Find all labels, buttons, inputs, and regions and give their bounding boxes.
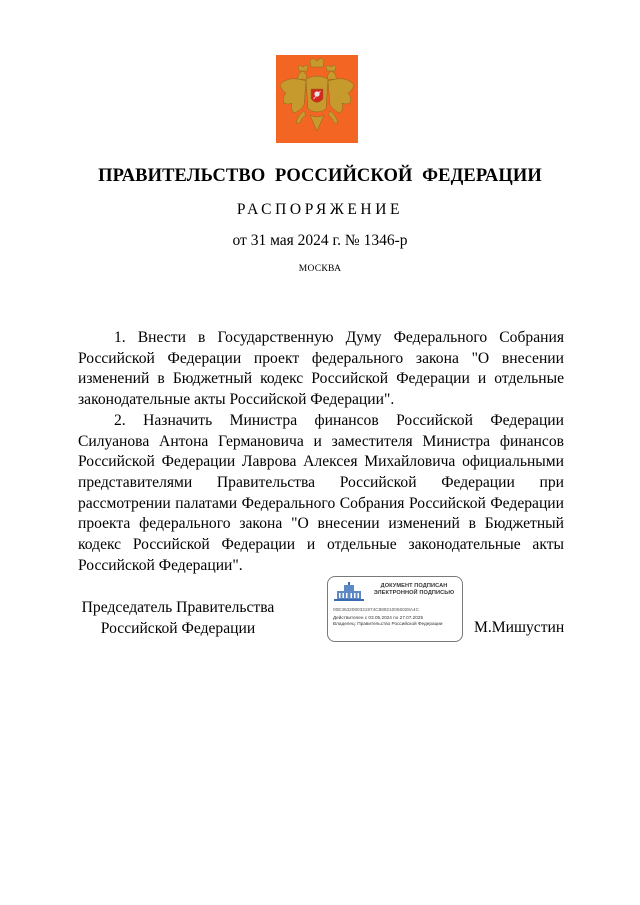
russian-coat-of-arms-icon — [276, 55, 358, 143]
stamp-owner: Владелец: Правительство Российской Федерации — [333, 621, 443, 626]
paragraph-2: 2. Назначить Министра финансов Российской Федерации Силуанова Антона Германовича и заместителя Министра финансов Российской Федерации Лаврова Алексея Михайловича официальными представителями Правительства Российской Федерации при рассмотрении палатами Федерального Собрания Российской Федерации проекта федерального закона "О внесении изменений в Бюджетный кодекс Российской Федерации и отдельные законодательные акты Российской Федерации". — [78, 411, 564, 574]
stamp-heading-line2: ЭЛЕКТРОННОЙ ПОДПИСЬЮ — [373, 590, 455, 596]
stamp-validity: Действителен с 03.05.2024 по 27.07.2025 — [333, 615, 424, 620]
government-building-icon — [333, 582, 365, 602]
paragraph-1: 1. Внести в Государственную Думу Федерального Собрания Российской Федерации проект федерального закона "О внесении изменений в Бюджетный кодекс Российской Федерации и отдельные законодательные акты Российской Федерации". — [78, 329, 564, 409]
document-body — [78, 328, 564, 576]
document-city: МОСКВА — [298, 264, 342, 274]
document-type: РАСПОРЯЖЕНИЕ — [236, 201, 404, 218]
signer-name: М.Мишустин — [474, 619, 565, 636]
signer-position-line2: Российской Федерации — [100, 619, 256, 637]
electronic-signature-stamp — [327, 576, 463, 642]
signer-position-line1: Председатель Правительства — [81, 599, 275, 616]
stamp-certificate-serial: 00E3632080321974C889210066028A4C — [333, 607, 420, 612]
signer-position — [78, 598, 278, 639]
stamp-heading — [368, 583, 460, 597]
stamp-heading-line1: ДОКУМЕНТ ПОДПИСАН — [380, 583, 448, 589]
government-title: ПРАВИТЕЛЬСТВО РОССИЙСКОЙ ФЕДЕРАЦИИ — [98, 166, 542, 186]
document-date-number: от 31 мая 2024 г. № 1346-р — [232, 232, 408, 249]
